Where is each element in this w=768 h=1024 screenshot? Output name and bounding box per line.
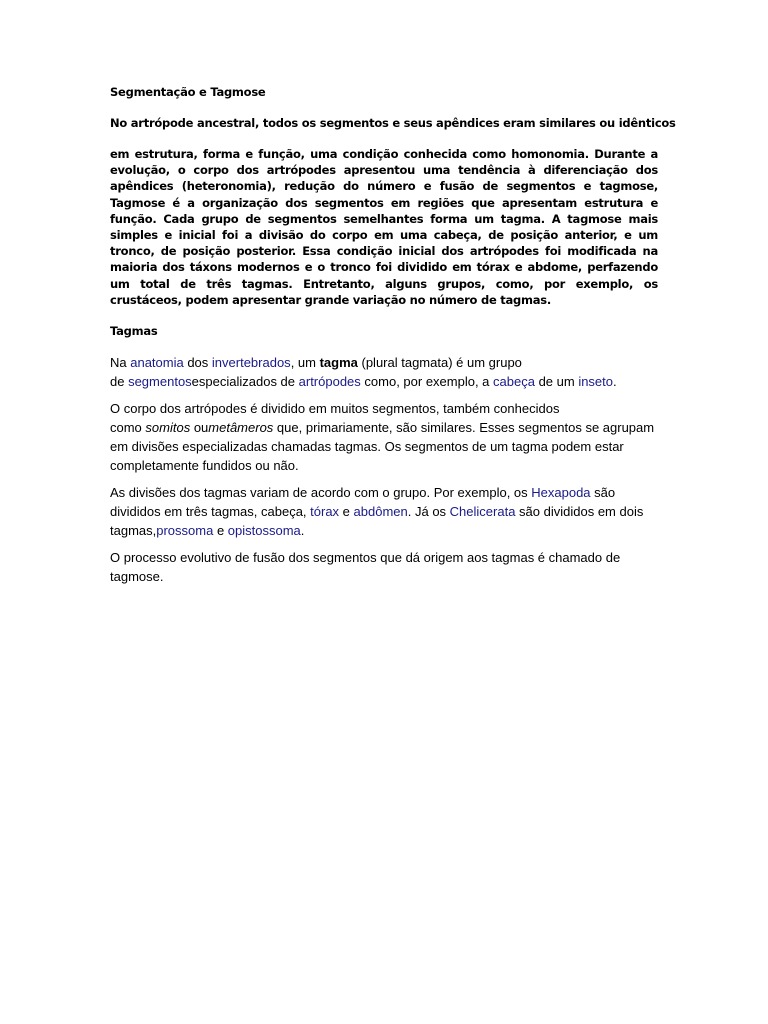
text: tagmose. [110, 569, 164, 585]
text: especializados de [191, 373, 299, 389]
link-hexapoda[interactable]: Hexapoda [531, 485, 591, 501]
text: em divisões especializadas chamadas tagmas. Os segmentos de um tagma podem estar [110, 438, 624, 454]
document-page [110, 82, 676, 587]
paragraph-divisoes [110, 484, 658, 540]
text: são divididos em dois [515, 503, 644, 519]
text: O corpo dos artrópodes é dividido em muitos segmentos, também conhecidos [110, 401, 560, 417]
text: e [339, 503, 354, 519]
link-invertebrados[interactable]: invertebrados [211, 355, 291, 371]
link-artropodes[interactable]: artrópodes [298, 373, 361, 389]
link-inseto[interactable]: inseto [578, 373, 614, 389]
text: Na [110, 355, 131, 371]
text: . [300, 522, 305, 538]
text: dos [183, 355, 212, 371]
link-anatomia[interactable]: anatomia [130, 355, 184, 371]
section-title-tagmas: Tagmas [110, 324, 158, 339]
text: As divisões dos tagmas variam de acordo com o grupo. Por exemplo, os [110, 485, 532, 501]
link-torax[interactable]: tórax [310, 503, 340, 519]
text: O processo evolutivo de fusão dos segmentos que dá origem aos tagmas é chamado de [110, 550, 621, 566]
text: são [590, 485, 616, 501]
link-cabeca[interactable]: cabeça [493, 373, 535, 389]
paragraph-tagma-definition [110, 354, 658, 391]
term-metameros: metâmeros [208, 420, 274, 436]
text: (plural tagmata) é um grupo [357, 355, 522, 371]
text: de um [534, 373, 579, 389]
term-tagma: tagma [319, 355, 358, 371]
text: de [110, 373, 129, 389]
intro-line: No artrópode ancestral, todos os segmentos e seus apêndices eram similares ou idênticos [110, 116, 676, 130]
link-chelicerata[interactable]: Chelicerata [449, 503, 516, 519]
term-somitos: somitos [145, 420, 191, 436]
text: divididos em três tagmas, cabeça, [110, 503, 311, 519]
text: completamente fundidos ou não. [110, 457, 299, 473]
paragraph-tagmose [110, 549, 658, 586]
text: como, por exemplo, a [360, 373, 494, 389]
text: ou [190, 420, 209, 436]
text: , um [290, 355, 320, 371]
text: tagmas, [110, 522, 157, 538]
text: que, primariamente, são similares. Esses segmentos se agrupam [273, 420, 655, 436]
section-title-segmentacao: Segmentação e Tagmose [110, 85, 266, 99]
text: . Já os [407, 503, 450, 519]
link-segmentos[interactable]: segmentos [128, 373, 192, 389]
text: . [613, 373, 617, 389]
text: como [110, 420, 146, 436]
text: e [213, 522, 228, 538]
link-prossoma[interactable]: prossoma [156, 522, 214, 538]
paragraph-segmentos [110, 400, 658, 475]
body-paragraph: em estrutura, forma e função, uma condição conhecida como homonomia. Durante a evolução, o corpo dos artrópodes apresentou uma tendência à diferenciação dos apêndices (heteronomia), redução do número e fusão de segmentos e tagmose, Tagmose é a organização dos segmentos em regiões que apresentam estrutura e função. Cada grupo de segmentos semelhantes forma um tagma. A tagmose mais simples e inicial foi a divisão do corpo em uma cabeça, de posição anterior, e um tronco, de posição posterior. Essa condição inicial dos artrópodes foi modificada na maioria dos táxons modernos e o tronco foi dividido em tórax e abdome, perfazendo um total de três tagmas. Entretanto, alguns grupos, como, por exemplo, os crustáceos, podem apresentar grande variação no número de tagmas. [110, 147, 658, 307]
link-opistossoma[interactable]: opistossoma [227, 522, 301, 538]
link-abdomen[interactable]: abdômen [353, 503, 408, 519]
